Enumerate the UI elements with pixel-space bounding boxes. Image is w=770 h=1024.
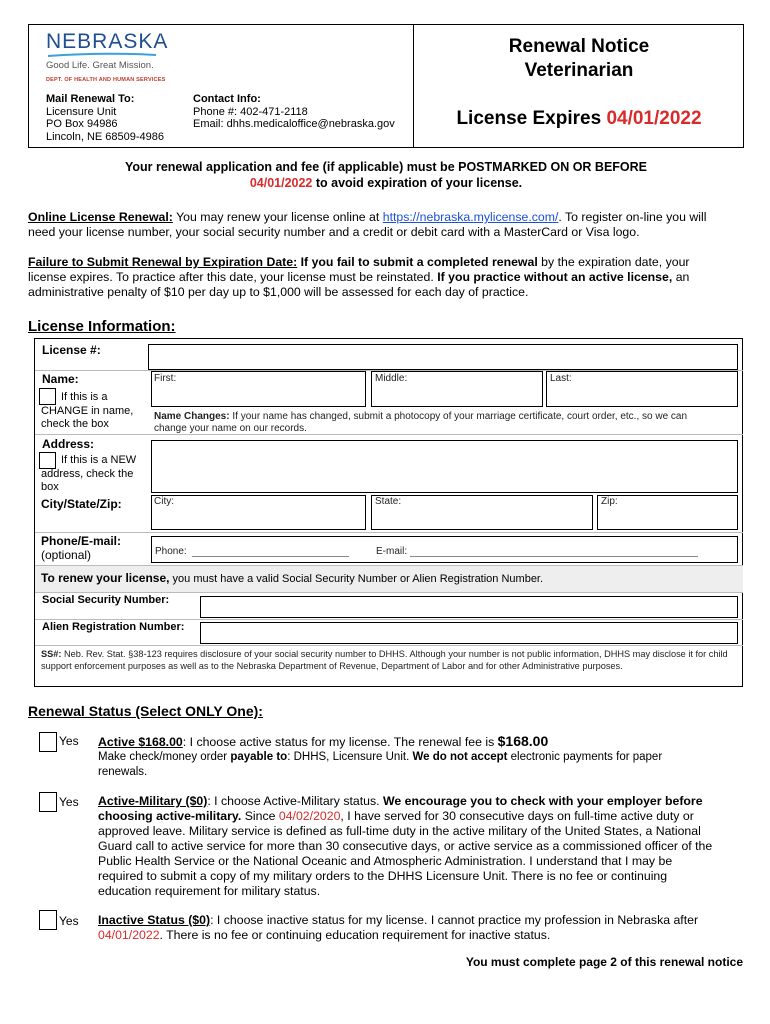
inactive-yes-checkbox[interactable] [39,910,57,930]
renew-bold: To renew your license, [41,571,170,585]
military-yes-checkbox[interactable] [39,792,57,812]
inactive-line-1 [98,913,743,928]
inactive-title: Inactive Status ($0) [98,913,211,927]
name-change-note: If this is a CHANGE in name, check the box [41,391,134,430]
zip-label: Zip: [601,496,618,507]
active-option [98,734,738,780]
active-not-accept: We do not accept [412,751,508,763]
notice-title-2: Veterinarian [524,60,634,81]
failure-text-3: an [672,270,690,284]
active-text: : I choose active status for my license. The renewal fee is [182,735,498,749]
address-input[interactable] [151,440,738,493]
deadline-rest: to avoid expiration of your license. [312,176,523,190]
name-changes-note [154,411,714,435]
license-info-heading: License Information: [28,318,176,335]
contact-phone: Phone #: 402-471-2118 [193,105,308,118]
online-text-2: . To register on-line you will [558,210,707,224]
inactive-option [98,913,743,943]
active-line-2a: Make check/money order [98,751,231,763]
active-line-1 [98,734,738,750]
inactive-line-2 [98,928,743,943]
active-fee: $168.00 [497,733,549,749]
middle-name-label: Middle: [375,373,408,384]
phone-email-label: Phone/E-mail: [41,534,122,548]
row-divider-arn [35,619,743,620]
city-input[interactable] [151,495,366,530]
ss-bold: SS#: [41,649,62,659]
ss-text: Neb. Rev. Stat. §38-123 requires disclosure of your social security number to DHHS. Although your number is not public information, DHHS may disclose it for child support enforcement purposes as well as to the Nebraska Department of Revenue, Department of Labor and for other Administrative purposes. [41,649,728,671]
contact-email: Email: dhhs.medicaloffice@nebraska.gov [193,118,395,130]
mail-line-2: PO Box 94986 [46,118,118,130]
military-title: Active-Military ($0) [98,794,208,808]
first-name-input[interactable] [151,371,366,407]
state-input[interactable] [371,495,593,530]
last-name-label: Last: [550,373,572,384]
phone-email-box [151,536,738,563]
renew-requirement [41,571,543,585]
active-line-2c: : DHHS, Licensure Unit. [287,751,413,763]
contact-label: Contact Info: [193,93,261,105]
zip-input[interactable] [597,495,738,530]
military-text-2: Since [241,809,279,823]
military-yes-label: Yes [59,795,79,809]
license-expires [414,108,744,130]
license-number-input[interactable] [148,344,738,370]
ssn-label: Social Security Number: [42,594,170,606]
arn-input[interactable] [200,622,738,644]
military-line-4: Guard call to active service for more than 30 consecutive days, or active service as a commissioned officer of the [98,839,713,853]
inactive-date: 04/01/2022 [98,928,160,942]
active-title: Active $168.00 [98,735,183,749]
military-line-1 [98,794,740,809]
military-line-5: Public Health Service or the National Oceanic and Atmospheric Administration. I understand that I may be [98,854,673,868]
deadline-line-1: Your renewal application and fee (if applicable) must be POSTMARKED ON OR BEFORE [124,160,648,174]
phone-input[interactable] [192,556,349,557]
active-line-2 [98,750,738,765]
email-label: E-mail: [376,546,408,557]
optional-label: (optional) [41,548,92,562]
state-label: State: [375,496,402,507]
arn-label: Alien Registration Number: [42,621,185,633]
renewal-status-heading: Renewal Status (Select ONLY One): [28,703,263,719]
military-bold-1: We encourage you to check with your employer before [382,794,703,808]
active-yes-label: Yes [59,734,79,748]
new-address-note: If this is a NEW address, check the box [41,454,137,493]
footer-note: You must complete page 2 of this renewal notice [465,955,743,969]
military-line-3: approved leave. Military service is defined as full-time duty in the active military of the United States, a National [98,824,701,838]
online-line-2: need your license number, your social security number and a credit or debit card with a MasterCard or Visa logo. [28,225,640,239]
logo-tagline: Good Life. Great Mission. [46,60,154,71]
online-label: Online License Renewal: [28,210,173,224]
military-text-1: : I choose Active-Military status. [207,794,383,808]
inactive-text-1: : I choose inactive status for my license. I cannot practice my profession in Nebraska after [210,913,699,927]
military-date: 04/02/2020 [278,809,341,823]
email-input[interactable] [410,556,698,557]
failure-text-1: by the expiration date, your [537,255,690,269]
name-label: Name: [42,372,79,386]
military-line-6: required to submit a copy of my military orders to the DHHS Licensure Unit. There is no fee or continuing [98,869,668,883]
name-changes-text: If your name has changed, submit a photocopy of your marriage certificate, court order, etc., so we can change your name on our records. [154,411,688,434]
mail-line-1: Licensure Unit [46,105,117,118]
inactive-text-2: . There is no fee or continuing education requirement for inactive status. [159,928,551,942]
license-number-label: License #: [42,343,101,357]
inactive-yes-label: Yes [59,914,79,928]
last-name-input[interactable] [546,371,738,407]
deadline-date: 04/01/2022 [249,176,313,190]
phone-label: Phone: [155,546,187,557]
contact-block [193,93,395,131]
online-line-1 [28,210,748,225]
notice-title-1: Renewal Notice [508,36,650,57]
failure-line-3: administrative penalty of $10 per day up to $1,000 will be assessed for each day of practice. [28,285,529,299]
active-line-2e: electronic payments for paper [507,751,663,763]
mail-line-3: Lincoln, NE 68509-4986 [46,130,165,143]
ssn-input[interactable] [200,596,738,618]
military-bold-2: choosing active-military. [98,809,242,823]
first-name-label: First: [154,373,177,384]
deadline-line-2 [28,175,744,191]
name-changes-bold: Name Changes: [154,411,230,422]
failure-line-2 [28,270,748,285]
deadline-notice [28,159,744,191]
row-divider-ss [35,645,743,646]
failure-line-1 [28,255,748,270]
active-yes-checkbox[interactable] [39,732,57,752]
military-option [98,794,740,899]
military-line-7: education requirement for military status. [98,884,321,898]
mail-label: Mail Renewal To: [46,93,135,105]
nebraska-logo [46,30,176,83]
active-payable: payable to [230,751,288,763]
military-text-3: , I have served for 30 consecutive days on full-time active duty or [340,809,694,823]
online-renewal-paragraph [28,210,748,240]
logo-department: DEPT. OF HEALTH AND HUMAN SERVICES [46,77,166,83]
failure-text-2: license expires. To practice after this date, your license must be reinstated. [28,270,438,284]
renew-text: you must have a valid Social Security Number or Alien Registration Number. [169,573,544,585]
mail-renewal-block [46,93,164,143]
online-text-1: You may renew your license online at [172,210,383,224]
failure-bold-1: If you fail to submit a completed renewal [297,255,538,269]
failure-bold-2: If you practice without an active license, [437,270,673,284]
expires-label: License Expires [456,108,602,129]
ss-disclosure [41,648,731,672]
logo-text: NEBRASKA [46,30,169,53]
row-divider-address [35,434,743,435]
active-line-3: renewals. [98,766,148,778]
failure-paragraph [28,255,748,300]
city-label: City: [154,496,174,507]
city-state-zip-label: City/State/Zip: [41,497,122,511]
row-divider-phone [35,532,743,533]
military-line-2 [98,809,740,824]
expires-date: 04/01/2022 [606,108,702,129]
address-label: Address: [42,437,95,451]
failure-label: Failure to Submit Renewal by Expiration Date: [28,255,298,269]
online-renewal-link[interactable]: https://nebraska.mylicense.com/ [382,210,559,224]
